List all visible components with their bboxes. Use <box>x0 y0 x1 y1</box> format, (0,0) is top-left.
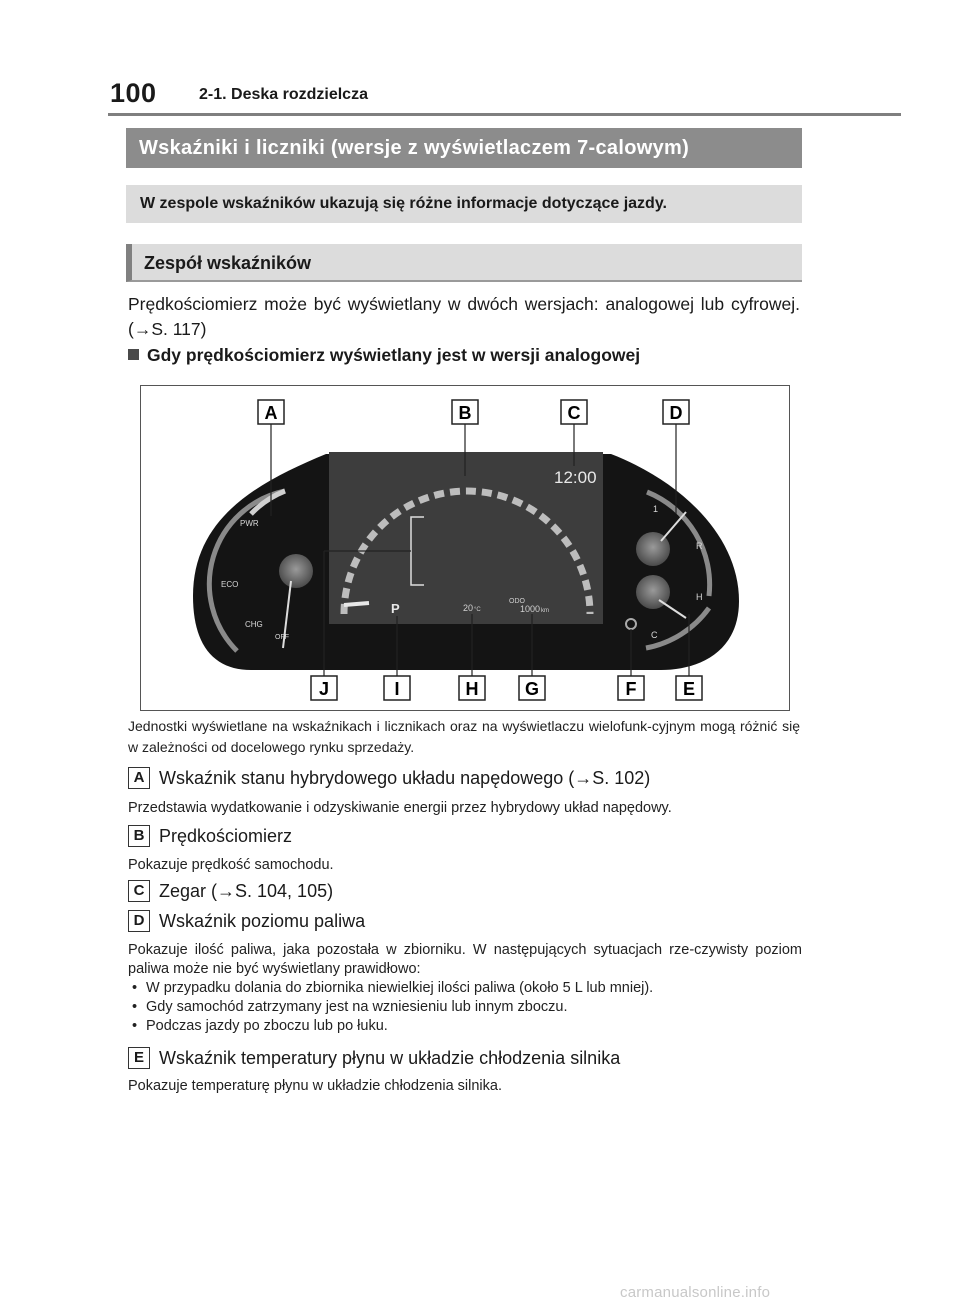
item-label-d: D <box>128 910 150 932</box>
subheading: Zespół wskaźników <box>126 244 802 282</box>
item-title-b: Prędkościomierz <box>159 826 293 846</box>
gauge-label-pwr: PWR <box>240 519 259 528</box>
square-bullet-icon <box>128 349 139 360</box>
bullet-heading <box>128 345 640 366</box>
fuel-bullet-list <box>128 979 802 1036</box>
item-d <box>128 910 365 932</box>
callout-f: F <box>625 679 637 699</box>
units-note: Jednostki wyświetlane na wskaźnikach i licznikach oraz na wyświetlaczu wielofunk-cyjnym mogą różnić się w zależności od docelowego rynku sprzedaży. <box>128 718 800 755</box>
odo-value: 1000 <box>520 604 541 614</box>
callouts-bottom <box>311 676 702 700</box>
header-divider <box>108 113 901 116</box>
callout-a: A <box>264 403 278 423</box>
odo-label: ODO <box>509 598 525 605</box>
section-title: 2-1. Deska rozdzielcza <box>199 86 368 103</box>
item-desc-e: Pokazuje temperaturę płynu w układzie chłodzenia silnika. <box>128 1078 502 1094</box>
left-knob <box>279 554 313 588</box>
item-desc-a: Przedstawia wydatkowanie i odzyskiwanie energii przez hybrydowy układ napędowy. <box>128 800 672 816</box>
fuel-label-1: 1 <box>653 504 659 514</box>
intro-text: W zespole wskaźników ukazują się różne informacje dotyczące jazdy. <box>126 185 802 223</box>
temp-label-c: C <box>651 630 658 640</box>
callout-h: H <box>465 679 479 699</box>
item-b <box>128 825 292 847</box>
item-title-e: Wskaźnik temperatury płynu w układzie chłodzenia silnika <box>159 1048 621 1068</box>
callouts-top <box>258 400 689 424</box>
gauge-label-eco: ECO <box>221 580 239 589</box>
temperature-unit: °C <box>474 607 481 613</box>
odo-unit: km <box>541 608 549 614</box>
fuel-bullet: • W przypadku dolania do zbiornika niewielkiej ilości paliwa (około 5 L lub mniej). <box>128 979 802 998</box>
body-paragraph: Prędkościomierz może być wyświetlany w dwóch wersjach: analogowej lub cyfrowej. (→S. 117) <box>128 294 800 339</box>
callout-e: E <box>682 679 696 699</box>
item-label-a: A <box>128 767 150 789</box>
item-label-c: C <box>128 880 150 902</box>
fuel-bullet: • Gdy samochód zatrzymany jest na wzniesieniu lub innym zboczu. <box>128 998 802 1017</box>
item-label-b: B <box>128 825 150 847</box>
callout-c: C <box>567 403 581 423</box>
chapter-title: Wskaźniki i liczniki (wersje z wyświetlaczem 7-calowym) <box>126 128 802 168</box>
speedometer-needle <box>344 603 369 605</box>
bullet-heading-text: Gdy prędkościomierz wyświetlany jest w wersji analogowej <box>147 345 641 365</box>
item-desc-d <box>128 941 802 1036</box>
item-title-c: Zegar (→S. 104, 105) <box>159 881 334 901</box>
fuel-bullet: • Podczas jazdy po zboczu lub po łuku. <box>128 1017 802 1036</box>
callout-b: B <box>458 403 472 423</box>
temperature-value: 20 <box>463 603 474 613</box>
item-title-a: Wskaźnik stanu hybrydowego układu napędowego (→S. 102) <box>159 768 651 788</box>
callout-g: G <box>524 679 540 699</box>
watermark: carmanualsonline.info <box>620 1284 771 1301</box>
fuel-label-r: R <box>696 541 703 551</box>
clock-display: 12:00 <box>554 468 597 487</box>
gauge-label-chg: CHG <box>245 620 263 629</box>
gear-indicator: P <box>391 601 400 616</box>
callout-j: J <box>318 679 330 699</box>
cluster-figure <box>140 385 790 711</box>
item-c <box>128 880 333 902</box>
gauge-label-off: OFF <box>275 634 289 641</box>
item-title-d: Wskaźnik poziomu paliwa <box>159 911 366 931</box>
callout-d: D <box>669 403 683 423</box>
item-a <box>128 767 650 789</box>
item-label-e: E <box>128 1047 150 1069</box>
temp-label-h: H <box>696 592 703 602</box>
item-desc-d-text: Pokazuje ilość paliwa, jaka pozostała w zbiorniku. W następujących sytuacjach rze-czywisty poziom paliwa może nie być wyświetlany prawidłowo: <box>128 942 802 977</box>
cluster-illustration <box>141 386 789 710</box>
page-number: 100 <box>110 78 157 108</box>
item-e <box>128 1047 620 1069</box>
item-desc-b: Pokazuje prędkość samochodu. <box>128 857 334 873</box>
callout-i: I <box>394 679 400 699</box>
